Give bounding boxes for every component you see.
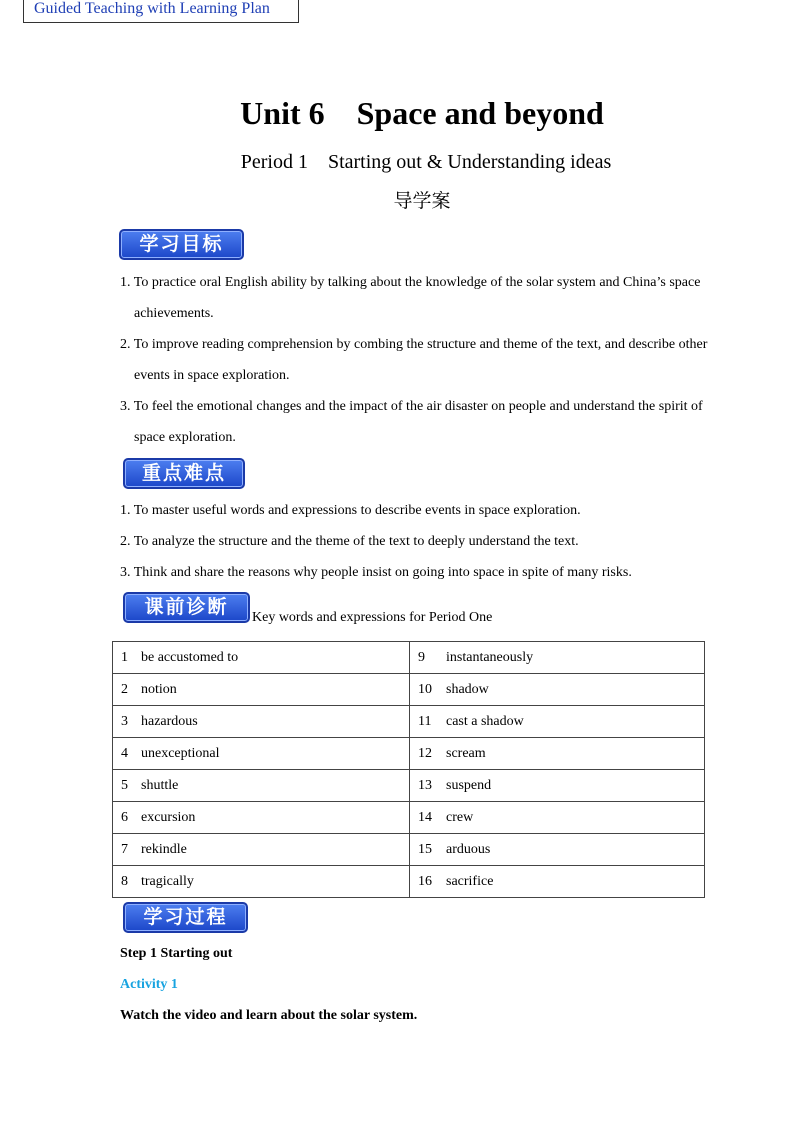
vocab-number: 9 (418, 649, 425, 665)
process-badge: 学习过程 (123, 902, 248, 933)
vocab-word: tragically (141, 873, 194, 889)
vocab-number: 12 (418, 745, 432, 761)
activity-instruction: Watch the video and learn about the solar system. (120, 1008, 418, 1023)
vocab-cell-left (113, 866, 410, 898)
vocab-word: suspend (446, 777, 492, 793)
keypoint-item-1: 1. To master useful words and expressions to describe events in space exploration. (120, 503, 581, 518)
table-row (113, 642, 705, 674)
page-subtitle-chinese: 导学案 (393, 190, 451, 212)
preview-caption: Key words and expressions for Period One (252, 610, 493, 625)
table-row (113, 834, 705, 866)
objective-item-3-line2: space exploration. (134, 430, 236, 445)
vocab-number: 2 (121, 681, 128, 697)
vocab-word: notion (141, 681, 177, 697)
page-title: Unit 6 Space and beyond (240, 95, 604, 131)
vocab-number: 14 (418, 809, 432, 825)
vocab-word: shuttle (141, 777, 179, 793)
vocab-cell-right (410, 642, 705, 674)
vocab-word: scream (446, 745, 486, 761)
vocab-word: sacrifice (446, 873, 494, 889)
activity-heading: Activity 1 (120, 977, 178, 992)
vocab-cell-left (113, 770, 410, 802)
vocab-word: crew (446, 809, 474, 825)
vocab-word: excursion (141, 809, 196, 825)
vocab-number: 13 (418, 777, 432, 793)
vocab-cell-left (113, 738, 410, 770)
vocab-word: be accustomed to (141, 649, 239, 665)
vocab-number: 3 (121, 713, 128, 729)
vocab-cell-right (410, 770, 705, 802)
vocab-word: arduous (446, 841, 491, 857)
vocab-word: shadow (446, 681, 489, 697)
vocab-number: 7 (121, 841, 128, 857)
vocab-number: 5 (121, 777, 128, 793)
vocab-cell-right (410, 866, 705, 898)
vocab-cell-left (113, 802, 410, 834)
page-subtitle: Period 1 Starting out & Understanding ideas (240, 151, 612, 173)
step-heading: Step 1 Starting out (120, 946, 233, 961)
vocab-cell-left (113, 706, 410, 738)
vocab-cell-right (410, 834, 705, 866)
vocab-number: 6 (121, 809, 128, 825)
table-row (113, 738, 705, 770)
vocab-word: instantaneously (446, 649, 534, 665)
vocab-number: 16 (418, 873, 432, 889)
table-row (113, 770, 705, 802)
vocab-word: cast a shadow (446, 713, 524, 729)
vocab-word: unexceptional (141, 745, 220, 761)
preview-badge: 课前诊断 (123, 592, 250, 623)
vocab-table-body (113, 642, 705, 898)
table-row (113, 802, 705, 834)
header-label-box (23, 0, 299, 23)
table-row (113, 706, 705, 738)
vocab-cell-right (410, 706, 705, 738)
objective-item-2-line1: 2. To improve reading comprehension by combing the structure and theme of the text, and describe other (120, 337, 708, 352)
vocab-number: 1 (121, 649, 128, 665)
vocab-number: 4 (121, 745, 128, 761)
keypoint-item-3: 3. Think and share the reasons why people insist on going into space in spite of many risks. (120, 565, 632, 580)
table-row (113, 674, 705, 706)
vocab-number: 11 (418, 713, 432, 729)
vocab-cell-right (410, 738, 705, 770)
header-label: Guided Teaching with Learning Plan (34, 0, 270, 17)
vocab-number: 8 (121, 873, 128, 889)
vocab-number: 15 (418, 841, 432, 857)
objective-item-3 (120, 391, 723, 453)
vocab-cell-left (113, 642, 410, 674)
table-row (113, 866, 705, 898)
objective-item-3-line1: 3. To feel the emotional changes and the impact of the air disaster on people and understand the spirit of (120, 399, 703, 414)
objective-item-2 (120, 329, 723, 391)
vocab-cell-left (113, 834, 410, 866)
vocab-table (112, 641, 705, 898)
objective-item-1-line1: 1. To practice oral English ability by talking about the knowledge of the solar system and China’s space (120, 275, 701, 290)
vocab-word: hazardous (141, 713, 198, 729)
vocab-cell-left (113, 674, 410, 706)
objective-item-1-line2: achievements. (134, 306, 214, 321)
objective-item-1 (120, 267, 723, 329)
vocab-cell-right (410, 802, 705, 834)
objective-item-2-line2: events in space exploration. (134, 368, 290, 383)
objectives-badge: 学习目标 (119, 229, 244, 260)
vocab-number: 10 (418, 681, 432, 697)
vocab-word: rekindle (141, 841, 187, 857)
keypoint-item-2: 2. To analyze the structure and the theme of the text to deeply understand the text. (120, 534, 579, 549)
vocab-cell-right (410, 674, 705, 706)
keypoints-badge: 重点难点 (123, 458, 245, 489)
